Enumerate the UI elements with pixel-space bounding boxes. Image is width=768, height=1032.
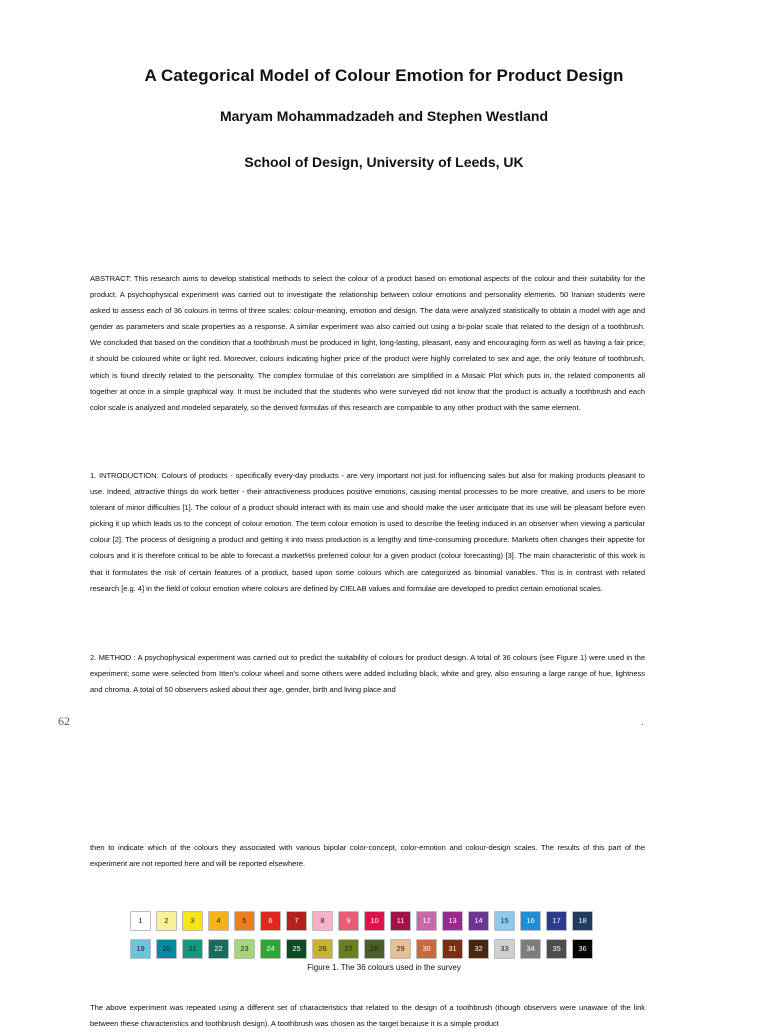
colour-swatch-22: 22 <box>208 939 229 959</box>
colour-swatch-10: 10 <box>364 911 385 931</box>
colour-swatch-19: 19 <box>130 939 151 959</box>
colour-swatch-30: 30 <box>416 939 437 959</box>
colour-swatch-26: 26 <box>312 939 333 959</box>
colour-swatch-32: 32 <box>468 939 489 959</box>
colour-swatch-31: 31 <box>442 939 463 959</box>
colour-swatch-4: 4 <box>208 911 229 931</box>
page-mark: . <box>641 717 644 728</box>
colour-swatch-7: 7 <box>286 911 307 931</box>
colour-swatch-9: 9 <box>338 911 359 931</box>
colour-swatch-2: 2 <box>156 911 177 931</box>
colour-swatch-3: 3 <box>182 911 203 931</box>
colour-swatch-20: 20 <box>156 939 177 959</box>
affiliation: School of Design, University of Leeds, UK <box>244 154 524 170</box>
colour-swatch-25: 25 <box>286 939 307 959</box>
colour-swatch-28: 28 <box>364 939 385 959</box>
colour-swatch-11: 11 <box>390 911 411 931</box>
colour-swatch-24: 24 <box>260 939 281 959</box>
introduction-paragraph: 1. INTRODUCTION: Colours of products - specifically every-day products - are very important not just for influencing sales but also for making products pleasant to use. Indeed, attractive things do work better - their attractiveness produces positive emotions, causing mental processes to be more creative, and users to be more tolerant of minor difficulties [1]. The colour of a product should interact with its main use and should make the user anticipate that its use will be pleasant before even picking it up which leads us to the concept of colour emotion. The term colour emotion is used to describe the feeling induced in an observer when viewing a particular colour [2]. The process of designing a product and getting it into mass production is a lengthy and time-consuming procedure. Markets often changes their appetite for colours and it is therefore critical to be able to forecast a market%s preferred colour for a given product (colour forecasting) [3]. The main characteristic of this work is that it formulates the risk of certain features of a product, based upon some colours which are categorized as binomial variables. This is in contrast with related research [e.g. 4] in the field of colour emotion where colours are defined by CIELAB values and formulae are developed to predict certain emotional scales. <box>90 471 645 593</box>
method-continued-paragraph: then to indicate which of the colours they associated with various bipolar color-concept, color-emotion and colour-design scales. The results of this part of the experiment are not reported here and will be reported elsewhere. <box>90 843 645 869</box>
toothbrush-paragraph: The above experiment was repeated using a different set of characteristics that related to the design of a toothbrush (though observers were unaware of the link between these characteristics and toothbrush design). A toothbrush was chosen as the target because it is a simple product <box>90 1003 645 1029</box>
colour-swatch-15: 15 <box>494 911 515 931</box>
abstract-paragraph: ABSTRACT: This research aims to develop statistical methods to select the colour of a product based on emotional aspects of the colour and their suitability for the product. A psychophysical experiment was carried out to investigate the relationship between colour emotions and personality elements. 50 Iranian students were asked to assess each of 36 colours in terms of three scales: colour-meaning, emotion and design. The data were analyzed statistically to obtain a model with age and gender as parameters and scale properties as a response. A similar experiment was also carried out using a bi-polar scale that related to the design of a toothbrush. We concluded that based on the condition that a toothbrush must be produced in light, long-lasting, pleasant, easy and encouraging form as well as having a fair price; it should be coloured white or light red. Moreover, colours indicating higher price of the product were highly correlated to sex and age, the only feature of toothbrush, which is found directly related to the personality. The complex formulae of this correlation are simplified in a Mosaic Plot which puts in, the related components all together at once in a simple graphical way. It must be included that the students who were surveyed did not know that the product is actually a toothbrush and each color scale is analyzed and modeled separately, so the derived formulas of this research are compatible to any other product with the same element. <box>90 274 645 412</box>
colour-swatch-12: 12 <box>416 911 437 931</box>
colour-swatch-36: 36 <box>572 939 593 959</box>
colour-swatch-21: 21 <box>182 939 203 959</box>
colour-swatch-23: 23 <box>234 939 255 959</box>
colour-swatch-29: 29 <box>390 939 411 959</box>
colour-swatch-33: 33 <box>494 939 515 959</box>
colour-swatch-grid <box>130 911 598 961</box>
paper-title: A Categorical Model of Colour Emotion for Product Design <box>144 66 624 85</box>
figure-caption: Figure 1. The 36 colours used in the survey <box>307 963 461 972</box>
colour-swatch-5: 5 <box>234 911 255 931</box>
colour-swatch-6: 6 <box>260 911 281 931</box>
colour-swatch-34: 34 <box>520 939 541 959</box>
colour-swatch-8: 8 <box>312 911 333 931</box>
authors: Maryam Mohammadzadeh and Stephen Westland <box>219 108 549 124</box>
colour-swatch-16: 16 <box>520 911 541 931</box>
colour-swatch-18: 18 <box>572 911 593 931</box>
page-number: 62 <box>58 714 70 728</box>
colour-swatch-1: 1 <box>130 911 151 931</box>
method-paragraph: 2. METHOD : A psychophysical experiment was carried out to predict the suitability of colours for product design. A total of 36 colours (see Figure 1) were used in the experiment; some were selected from Itten’s colour wheel and some others were added including black, white and grey, also ensuring a large range of hue, lightness and chroma. A total of 50 observers asked about their age, gender, birth and living place and <box>90 653 645 695</box>
colour-swatch-27: 27 <box>338 939 359 959</box>
colour-swatch-14: 14 <box>468 911 489 931</box>
colour-swatch-13: 13 <box>442 911 463 931</box>
colour-swatch-17: 17 <box>546 911 567 931</box>
colour-swatch-35: 35 <box>546 939 567 959</box>
